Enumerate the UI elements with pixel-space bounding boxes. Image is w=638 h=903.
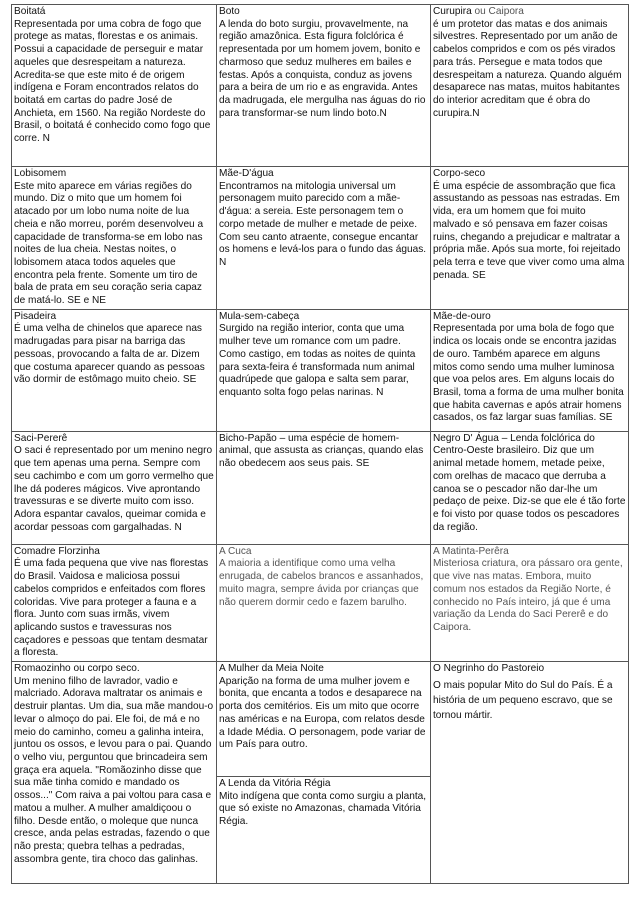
cell-bicho-papao [217,431,431,544]
legend-text: É uma espécie de assombração que fica assustando as pessoas nas estradas. Em vida, era um homem que foi muito malvado e só pensava em fazer coisas ruins, chegando a prejudicar e maltratar a própria mãe. Após sua morte, foi rejeitado pela terra e teve que viver como uma alma penada. SE [433,180,625,281]
cell-mae-dagua [217,167,431,310]
legend-text: É uma velha de chinelos que aparece nas madrugadas para pisar na barriga das pessoas, provocando a falta de ar. Dizem que costuma aparecer quando as pessoas vão dormir de estômago muito cheio. SE [14,323,205,386]
cell-negro-dagua [431,431,629,544]
legend-title: Pisadeira [14,310,57,322]
table-row [12,309,629,431]
cell-corpo-seco [431,167,629,310]
legend-meia-noite [217,662,430,776]
legend-text: Negro D' Água – Lenda folclórica do Centro-Oeste brasileiro. Diz que um animal metade homem, metade peixe, com orelhas de macaco que derruba a canoa se o pescador não dar-lhe um pedaço de peixe. Diz-se que ele é tão forte e foi visto por quase todos os pescadores da região. [433,432,626,533]
legend-title: A Lenda da Vitória Régia [219,778,331,790]
cell-curupira [431,5,629,167]
legend-title: Mãe-D'água [219,168,274,179]
cell-pisadeira [12,309,217,431]
legend-title-alt: ou Caipora [471,6,524,17]
legend-text: A maioria a identifique como uma velha enrugada, de cabelos brancos e assanhados, muito magra, sempre ávida por crianças que não querem dormir cedo e fazem barulho. [219,558,424,608]
legend-title: Saci-Pererê [14,432,68,444]
table-row [12,544,629,661]
legend-title: Boto [219,6,240,17]
legend-text: Bicho-Papão – uma espécie de homem-animal, que assusta as crianças, quando elas não obedecem aos seus pais. SE [219,432,424,470]
legend-vitoria-regia [217,776,430,830]
legend-title: O Negrinho do Pastoreio [433,663,545,675]
legend-title: Mãe-de-ouro [433,310,491,322]
cell-matinta-perera [431,544,629,661]
table-row [12,5,629,167]
cell-cuca [217,544,431,661]
legend-text: é um protetor das matas e dos animais silvestres. Representado por um anão de cabelos compridos e com os pés virados para trás. Persegue e mata todos que desrespeitam a natureza. Quando alguém desaparece nas matas, muitos habitantes do interior acreditam que é obra do curupira.N [433,18,622,119]
legend-text: Um menino filho de lavrador, vadio e malcriado. Adorava maltratar os animais e destruir plantas. Um dia, sua mãe mandou-o levar o almoço do pai. Ele foi, de má e no meio do caminho, comeu a galinha inteira, juntou os ossos, e levou para o pai. Quando o velho viu, perguntou que brincadeira sem graça era aquela. "Romãozinho disse que sua mãe tinha comido e mandado os ossos..." Com raiva a pai voltou para casa e matou a mulher. A mulher amaldiçoou o filho. Desde então, o moleque que nunca cresce, anda pelas estradas, fazendo o que não presta; quebra telhas a pedradas, assombra gente, tira choco das galinhas. [14,675,214,865]
legend-text: Representada por uma bola de fogo que indica os locais onde se encontra jazidas de ouro. Também aparece em alguns mitos como sendo uma mulher luminosa que voa pelos ares. Em alguns locais do Brasil, toma a forma de uma mulher bonita que habita cavernas e após atrair homens casados, os faz largar suas famílias. SE [433,323,624,424]
cell-meia-noite-vitoria-regia [217,662,431,884]
table-row [12,431,629,544]
legend-text: Este mito aparece em várias regiões do mundo. Diz o mito que um homem foi atacado por um lobo numa noite de lua cheia e não morreu, porém desenvolveu a capacidade de transforma-se em lobo nas noites de lua cheia. Nestas noites, o lobisomem ataca todos aqueles que encontra pela frente. Somente um tiro de bala de prata em seu coração seria capaz de matá-lo. SE e NE [14,180,204,307]
legend-title [433,6,626,19]
legend-text: Mito indígena que conta como surgiu a planta, que só existe no Amazonas, chamada Vitória Régia. [219,790,427,828]
cell-lobisomem [12,167,217,310]
legend-title: A Mulher da Meia Noite [219,663,324,675]
table-row [12,662,629,884]
legend-title: Corpo-seco [433,168,486,179]
cell-boitata [12,5,217,167]
legend-title: A Matinta-Perêra [433,545,509,557]
legend-text: O mais popular Mito do Sul do País. É a história de um pequeno escravo, que se tornou mártir. [433,679,613,721]
legend-text: Encontramos na mitologia universal um personagem muito parecido com a mãe-d'água: a sereia. Este personagem tem o corpo metade de mulher e metade de peixe. Com seu canto atraente, consegue encantar os homens e levá-los para o fundo das águas. N [219,180,427,268]
legend-text: Representada por uma cobra de fogo que protege as matas, florestas e os animais. Possui a capacidade de perseguir e matar aqueles que desrespeitam a natureza. Acredita-se que este mito é de origem indígena e Foram encontrados relatos do boitatá em cartas do padre José de Anchieta, em 1560. Na região Nordeste do Brasil, o boitatá é conhecido como fogo que corre. N [14,18,211,145]
legend-text: O saci é representado por um menino negro que tem apenas uma perna. Sempre com seu cachimbo e com um gorro vermelho que lhe dá poderes mágicos. Vive aprontando travessuras e se diverte muito com isso. Adora espantar cavalos, queimar comida e acordar pessoas com gargalhadas. N [14,445,214,533]
legend-title: Comadre Florzinha [14,545,100,557]
legend-text: A lenda do boto surgiu, provavelmente, na região amazônica. Esta figura folclórica é representada por um homem jovem, bonito e charmoso que seduz mulheres em bailes e festas. Após a conquista, conduz as jovens para a beira de um rio e as engravida. Antes da madrugada, ele mergulha nas águas do rio para transformar-se num lindo boto.N [219,18,426,119]
cell-saci [12,431,217,544]
legend-title-main: Curupira [433,6,472,17]
legend-text: É uma fada pequena que vive nas florestas do Brasil. Vaidosa e maliciosa possui cabelos compridos e enfeitados com flores coloridas. Vive para proteger a fauna e a flora. Junto com suas irmãs, vivem aplicando sustos e travessuras nos caçadores e pessoas que tentam desmatar a floresta. [14,558,209,659]
cell-negrinho-do-pastoreio [431,662,629,884]
cell-mula-sem-cabeca [217,309,431,431]
legend-title: Lobisomem [14,168,67,179]
cell-comadre-florzinha [12,544,217,661]
legend-title: Boitatá [14,6,46,17]
legend-title: Romaozinho ou corpo seco. [14,663,140,675]
cell-boto [217,5,431,167]
legend-text: Aparição na forma de uma mulher jovem e bonita, que encanta a todos e desaparece na porta dos cemitérios. Eis um mito que ocorre nas américas e na Europa, com relatos desde a Idade Média. O personagem, pode variar de um País para outro. [219,675,426,751]
cell-romaozinho [12,662,217,884]
legend-title: Mula-sem-cabeça [219,310,300,322]
legend-text: Surgido na região interior, conta que uma mulher teve um romance com um padre. Como castigo, em todas as noites de quinta para sexta-feira é transformada num animal quadrúpede que galopa e salta sem parar, enquanto solta fogo pelas narinas. N [219,323,416,398]
cell-mae-de-ouro [431,309,629,431]
legend-title: A Cuca [219,545,252,557]
table-row [12,167,629,310]
legend-text: Misteriosa criatura, ora pássaro ora gente, que vive nas matas. Embora, muito comum nos estados da Região Norte, é conhecido no País inteiro, já que é uma variação da Lenda do Saci Pererê e do Caipora. [433,558,623,633]
legends-table [11,4,629,884]
